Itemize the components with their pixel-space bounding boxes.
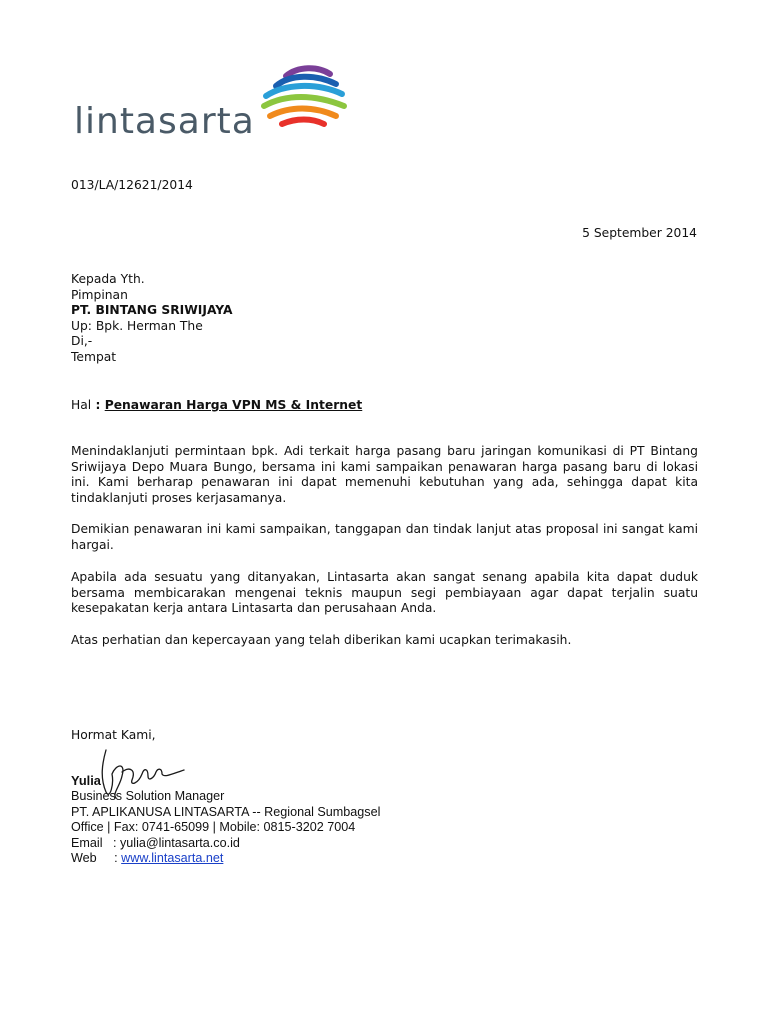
letter-date: 5 September 2014 xyxy=(582,226,697,240)
lintasarta-wordmark: lintasarta xyxy=(74,101,255,142)
recipient-block xyxy=(71,272,233,365)
recipient-attention: Up: Bpk. Herman The xyxy=(71,318,203,333)
web-label: Web : xyxy=(71,851,122,866)
paragraph-text: Menindaklanjuti permintaan bpk. Adi terkait harga pasang baru jaringan komunikasi di PT Bintang Sriwijaya Depo Muara Bungo, bersama ini kami sampaikan penawaran harga pasang baru di lokasi ini. Kami berharap penawaran ini dapat memenuhi kebutuhan yang ada, sehingga dapat kita tindaklanjuti proses kerjasamanya. xyxy=(71,444,698,505)
paragraph-text: Atas perhatian dan kepercayaan yang telah diberikan kami ucapkan terimakasih. xyxy=(71,633,572,647)
body-paragraph-2 xyxy=(71,522,698,553)
recipient-line: Pimpinan xyxy=(71,287,128,302)
signer-email: yulia@lintasarta.co.id xyxy=(120,835,240,850)
signer-phone: Office | Fax: 0741-65099 | Mobile: 0815-3202 7004 xyxy=(71,820,356,835)
body-paragraph-3 xyxy=(71,570,698,617)
subject-title: Penawaran Harga VPN MS & Internet xyxy=(104,398,363,412)
signer-email-line xyxy=(71,836,380,852)
closing: Hormat Kami, xyxy=(71,728,156,742)
web-link[interactable]: www.lintasarta.net xyxy=(121,851,224,866)
paragraph-text: Demikian penawaran ini kami sampaikan, tanggapan dan tindak lanjut atas proposal ini sangat kami hargai. xyxy=(71,522,698,552)
email-label: Email : xyxy=(71,835,120,850)
recipient-company: PT. BINTANG SRIWIJAYA xyxy=(71,303,233,317)
recipient-line: Kepada Yth. xyxy=(71,272,145,286)
subject-separator: : xyxy=(91,398,105,412)
body-paragraph-1 xyxy=(71,444,698,506)
paragraph-text: Apabila ada sesuatu yang ditanyakan, Lintasarta akan sangat senang apabila kita dapat duduk bersama membicarakan mengenai teknis maupun segi pembiayaan agar dapat terjalin suatu kesepakatan kerja antara Lintasarta dan perusahaan Anda. xyxy=(71,570,698,615)
signer-details xyxy=(71,789,380,867)
reference-number: 013/LA/12621/2014 xyxy=(71,178,193,192)
signer-web-line xyxy=(71,851,380,867)
signer-title: Business Solution Manager xyxy=(71,789,225,803)
recipient-line: Tempat xyxy=(71,349,117,364)
lintasarta-logo-icon xyxy=(256,64,352,128)
signer-name: Yulia xyxy=(71,773,101,788)
signer-company: PT. APLIKANUSA LINTASARTA -- Regional Sumbagsel xyxy=(71,804,381,819)
recipient-line: Di,- xyxy=(71,334,93,348)
subject-line xyxy=(71,398,362,414)
subject-label: Hal xyxy=(71,398,92,412)
body-paragraph-4 xyxy=(71,633,698,649)
